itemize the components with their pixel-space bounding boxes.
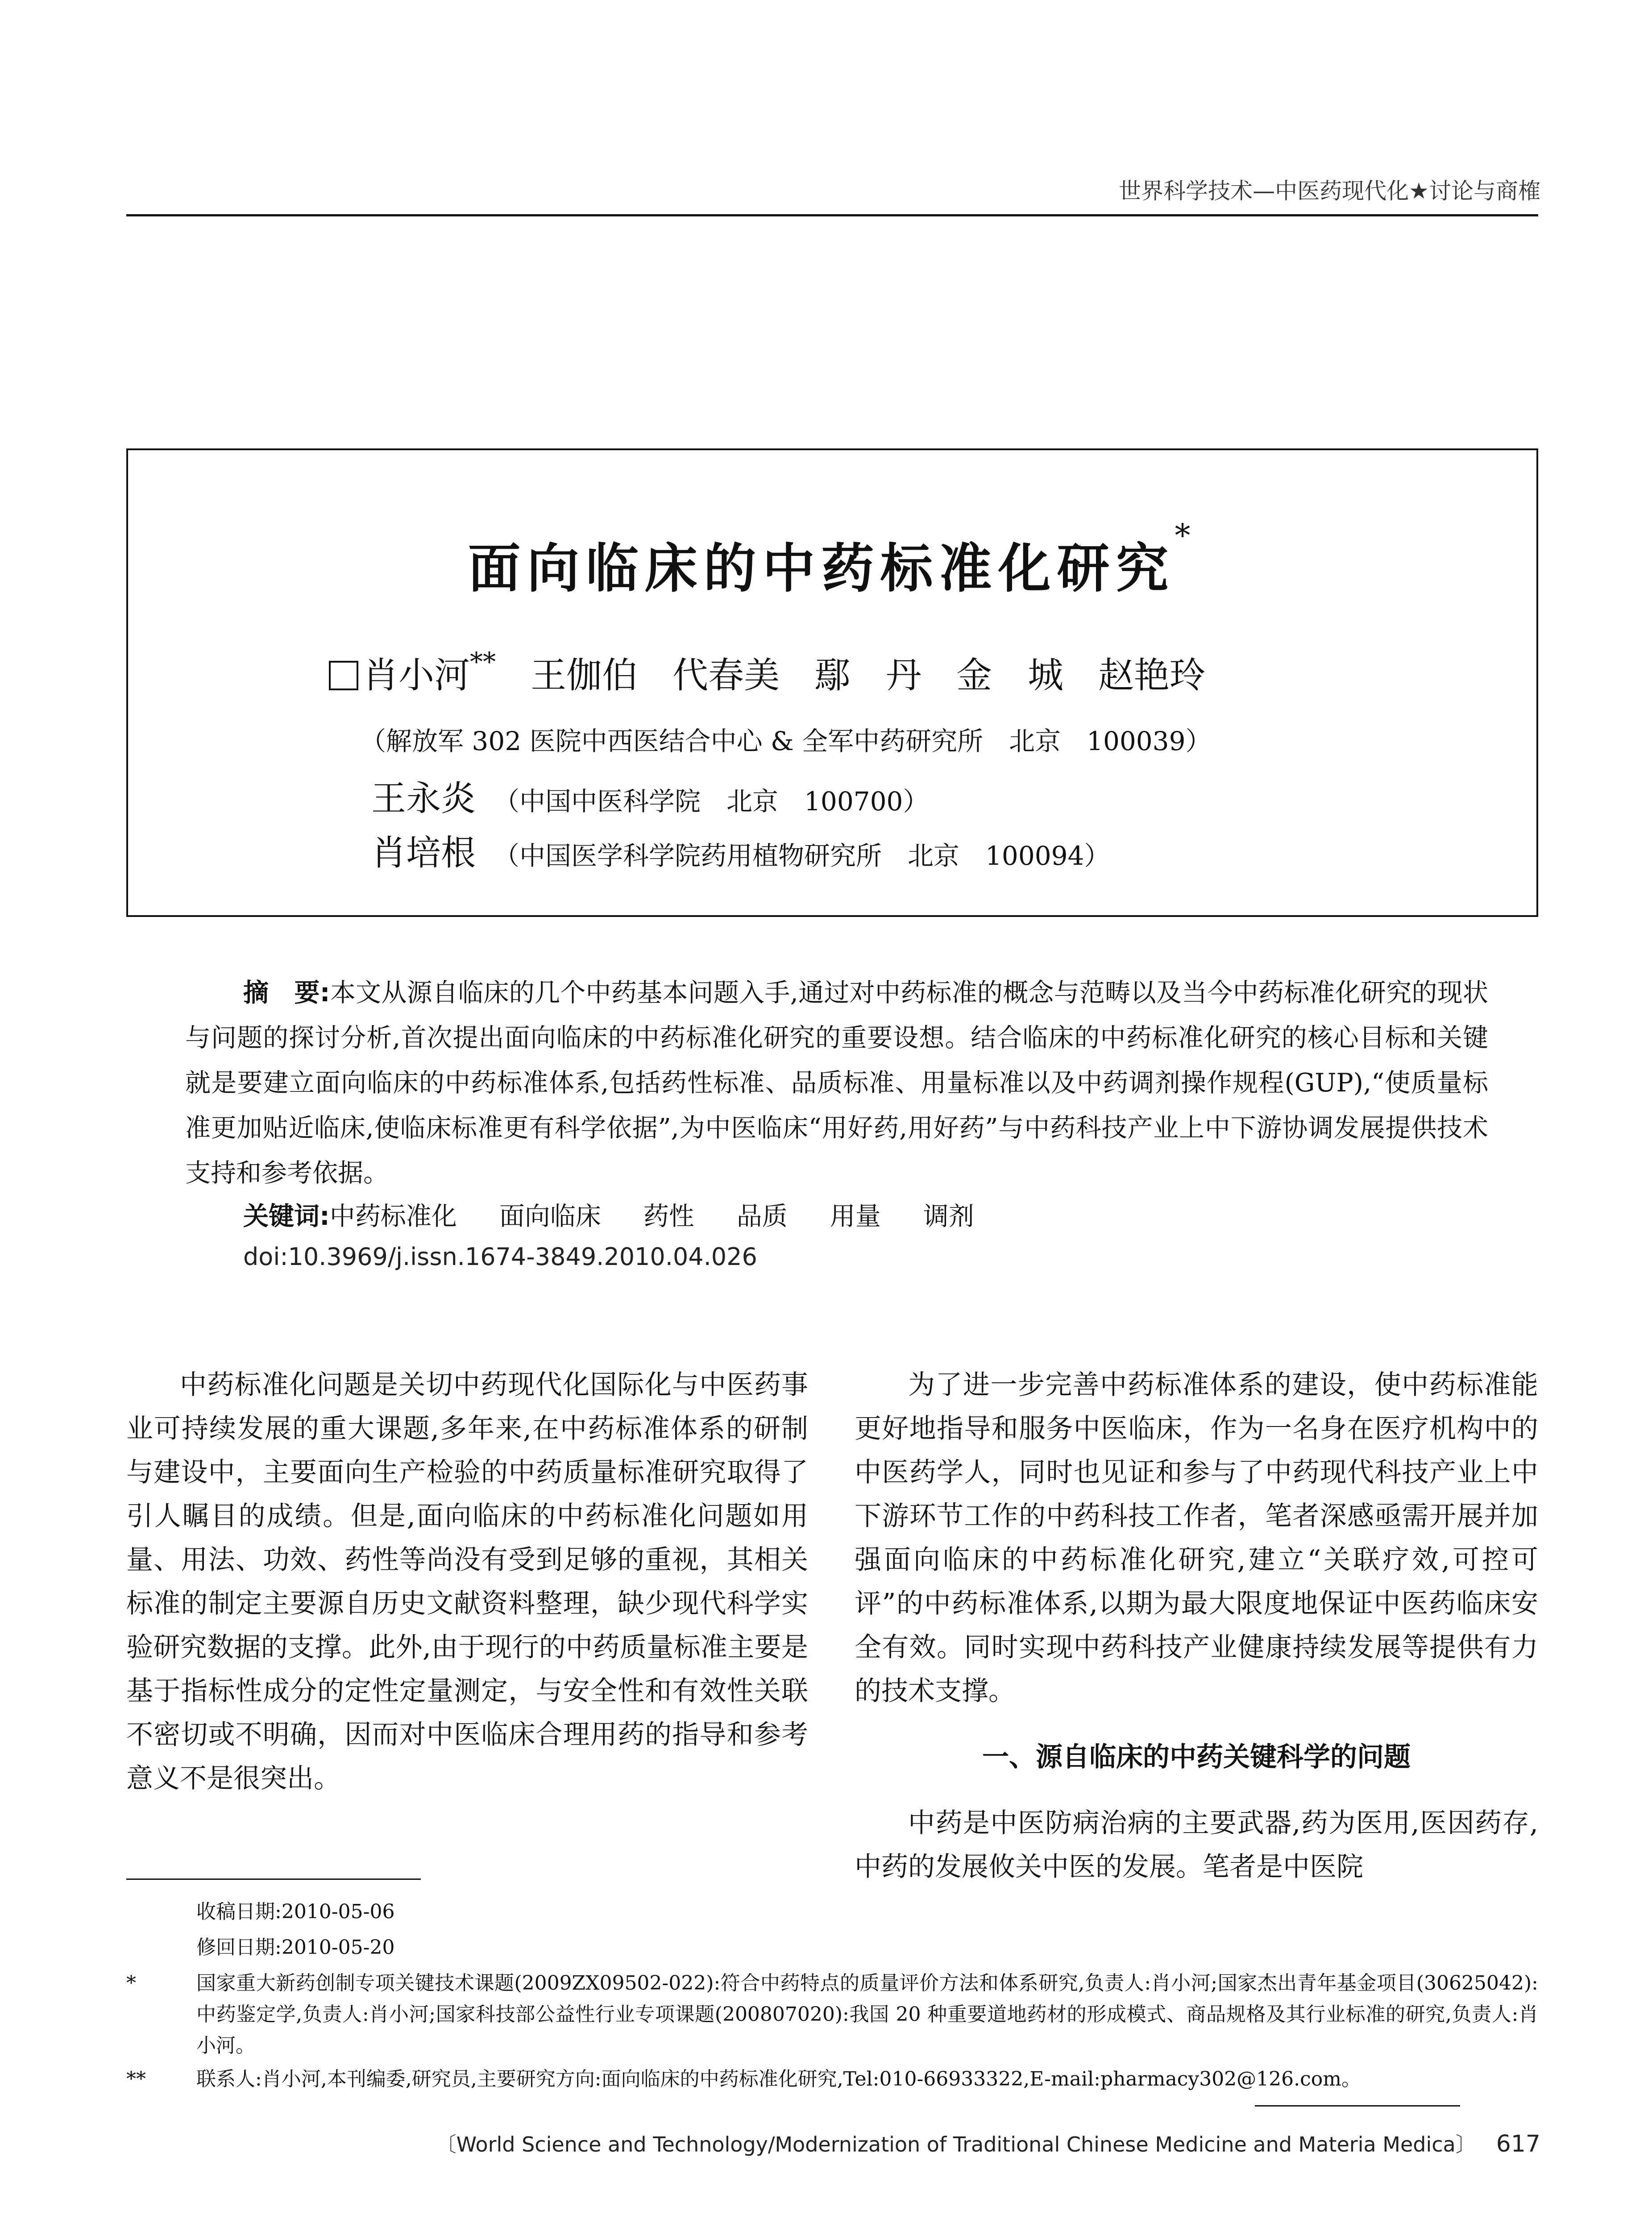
keyword: 品质 [736,1202,788,1231]
footnote-received: 收稿日期:2010-05-06 [196,1900,395,1923]
header-rule [126,214,1538,216]
body-paragraph: 为了进一步完善中药标准体系的建设，使中药标准能更好地指导和服务中医临床，作为一名身在医疗机构中的中医药学人，同时也见证和参与了中药现代科技产业上中下游环节工作的中药科技工作者，笔者深感亟需开展并加强面向临床的中药标准化研究,建立“关联疗效,可控可评”的中药标准体系,以期为最大限度地保证中医药临床安全有效。同时实现中药科技产业健康持续发展等提供有力的技术支撑。 [855,1369,1538,1707]
square-icon [329,661,358,690]
affiliation [371,771,929,821]
footnote-contact-text: 联系人:肖小河,本刊编委,研究员,主要研究方向:面向临床的中药标准化研究,Tel:010-66933322,E-mail:pharmacy302@126.com。 [196,2068,1361,2090]
author: 鄢 丹 [814,655,921,696]
section-heading: 一、源自临床的中药关键科学的问题 [982,1742,1411,1773]
affiliation-text: （中国医学科学院药用植物研究所 北京 100094） [494,841,1110,871]
author: 金 城 [956,655,1063,696]
keyword: 用量 [830,1202,881,1231]
author-list [329,647,1240,698]
footer-journal: 〔World Science and Technology/Modernization of Traditional Chinese Medicine and Materia Medica〕 [436,2132,1476,2156]
footer [436,2128,1540,2158]
keywords-label: 关键词: [243,1202,330,1231]
abstract-label: 摘 要: [243,978,330,1008]
paper-title [128,517,1536,602]
affiliation-text: （中国中医科学院 北京 100700） [494,786,929,817]
keyword: 调剂 [923,1202,974,1231]
footnote-fund-text: 国家重大新药创制专项关键技术课题(2009ZX09502-022):符合中药特点的质量评价方法和体系研究,负责人:肖小河;国家杰出青年基金项目(30625042):中药鉴定学,负责人:肖小河;国家科技部公益性行业专项课题(200807020):我国 20 种重要道地药材的形成模式、商品规格及其行业标准的研究,负责人:肖小河。 [196,1972,1538,2057]
running-head: 世界科学技术—中医药现代化★讨论与商榷 [1119,178,1540,204]
author-name: 肖小河 [363,655,470,696]
body-paragraph: 中药标准化问题是关切中药现代化国际化与中医药事业可持续发展的重大课题,多年来,在中药标准体系的研制与建设中，主要面向生产检验的中药质量标准研究取得了引人瞩目的成绩。但是,面向临床的中药标准化问题如用量、用法、功效、药性等尚没有受到足够的重视，其相关标准的制定主要源自历史文献资料整理，缺少现代科学实验研究数据的支撑。此外,由于现行的中药质量标准主要是基于指标性成分的定性定量测定，与安全性和有效性关联不密切或不明确，因而对中医临床合理用药的指导和参考意义不是很突出。 [126,1369,808,1794]
title-footnote-mark: * [1175,517,1197,554]
author: 王伽伯 [531,655,638,696]
footnote-contact [126,2064,1361,2095]
body-paragraph: 中药是中医防病治病的主要武器,药为医用,医因药存,中药的发展攸关中医的发展。笔者是中医院 [855,1808,1538,1883]
author [363,647,496,696]
keyword: 面向临床 [499,1202,601,1231]
author: 代春美 [672,655,780,696]
body-column-left [126,1363,808,1800]
affiliation-author: 肖培根 [371,833,476,873]
abstract-text: 本文从源自临床的几个中药基本问题入手,通过对中药标准的概念与范畴以及当今中药标准化研究的现状与问题的探讨分析,首次提出面向临床的中药标准化研究的重要设想。结合临床的中药标准化研究的核心目标和关键就是要建立面向临床的中药标准体系,包括药性标准、品质标准、用量标准以及中药调剂操作规程(GUP),“使质量标准更加贴近临床,使临床标准更有科学依据”,为中医临床“用好药,用好药”与中药科技产业上中下游协调发展提供技术支持和参考依据。 [185,978,1489,1188]
title-box [126,448,1538,917]
footnote-mark: * [126,1972,136,1995]
footnote-fund [126,1968,1538,2061]
paper-title-text: 面向临床的中药标准化研究 [468,537,1175,599]
affiliation [371,825,1110,875]
body-column-right [855,1363,1538,1889]
affiliation-text: （解放军 302 医院中西医结合中心 & 全军中药研究所 北京 100039） [360,726,1212,756]
footnote-end-rule [1255,2105,1460,2107]
keyword: 药性 [643,1202,694,1231]
footnote-revised: 修回日期:2010-05-20 [196,1936,395,1959]
abstract [185,970,1488,1196]
keyword: 中药标准化 [329,1202,457,1231]
doi: doi:10.3969/j.issn.1674-3849.2010.04.026 [243,1243,757,1271]
page-number: 617 [1496,2131,1540,2157]
keywords [243,1196,1017,1232]
author-mark: ** [470,647,496,677]
footnote-rule [126,1879,421,1880]
author: 赵艳玲 [1098,655,1205,696]
footnote-mark: ** [126,2068,146,2090]
affiliation [360,720,1212,758]
affiliation-author: 王永炎 [371,779,476,819]
